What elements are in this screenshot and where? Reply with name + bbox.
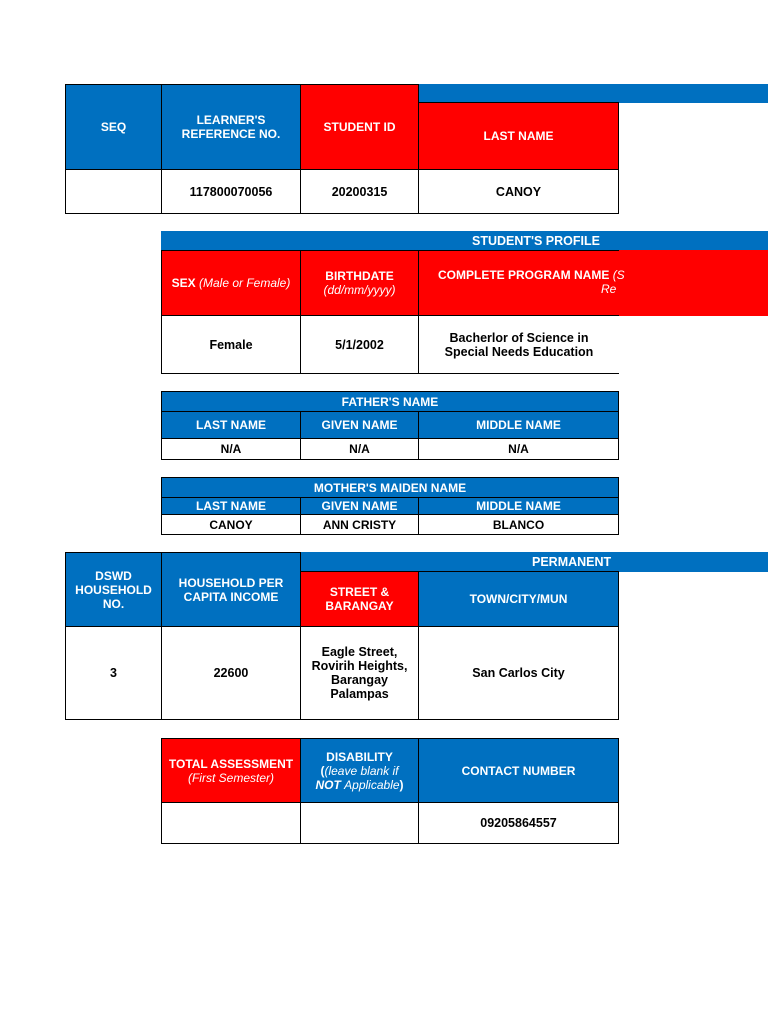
lrn-value[interactable]: 117800070056 <box>161 169 301 214</box>
permanent-address-band <box>300 552 768 572</box>
disability-label: DISABILITY <box>326 749 393 764</box>
sex-hint: (Male or Female) <box>199 276 291 290</box>
total-assessment-value[interactable] <box>161 802 301 844</box>
birthdate-hint: (dd/mm/yyyy) <box>323 283 396 297</box>
student-id-value[interactable]: 20200315 <box>300 169 419 214</box>
father-given-name-value[interactable]: N/A <box>300 438 419 460</box>
seq-header: SEQ <box>65 84 162 170</box>
total-assessment-header <box>161 738 301 803</box>
student-id-header: STUDENT ID <box>300 84 419 170</box>
sex-header <box>161 250 301 316</box>
mother-given-name-value[interactable]: ANN CRISTY <box>300 514 419 535</box>
birthdate-value[interactable]: 5/1/2002 <box>300 315 419 374</box>
identity-header-band <box>418 84 768 103</box>
mother-given-name-header: GIVEN NAME <box>300 497 419 515</box>
program-label: COMPLETE PROGRAM NAME <box>438 268 610 282</box>
program-value[interactable]: Bacherlor of Science in Special Needs Education <box>418 315 619 374</box>
program-hint-1: (S <box>612 268 625 282</box>
sex-value[interactable]: Female <box>161 315 301 374</box>
disability-hint-1: (leave blank if <box>324 763 399 778</box>
mother-middle-name-value[interactable]: BLANCO <box>418 514 619 535</box>
father-last-name-header: LAST NAME <box>161 411 301 439</box>
mother-last-name-value[interactable]: CANOY <box>161 514 301 535</box>
lrn-header: LEARNER'S REFERENCE NO. <box>161 84 301 170</box>
sex-label: SEX <box>171 276 196 290</box>
last-name-header: LAST NAME <box>418 102 619 170</box>
birthdate-header <box>300 250 419 316</box>
household-income-header: HOUSEHOLD PER CAPITA INCOME <box>161 552 301 627</box>
total-assessment-label: TOTAL ASSESSMENT <box>168 756 294 771</box>
permanent-address-title: PERMANENT <box>532 555 612 569</box>
street-barangay-value[interactable]: Eagle Street, Rovirih Heights, Barangay Palampas <box>300 626 419 720</box>
program-header <box>418 250 625 316</box>
father-title: FATHER'S NAME <box>161 391 619 412</box>
disability-header: DISABILITY ((leave blank if NOT Applicable) <box>300 738 419 803</box>
town-city-value[interactable]: San Carlos City <box>418 626 619 720</box>
last-name-value[interactable]: CANOY <box>418 169 619 214</box>
town-city-header: TOWN/CITY/MUN <box>418 571 619 627</box>
household-income-value[interactable]: 22600 <box>161 626 301 720</box>
birthdate-label: BIRTHDATE <box>325 269 394 283</box>
father-middle-name-value[interactable]: N/A <box>418 438 619 460</box>
total-assessment-hint: (First Semester) <box>187 770 274 785</box>
father-last-name-value[interactable]: N/A <box>161 438 301 460</box>
mother-middle-name-header: MIDDLE NAME <box>418 497 619 515</box>
mother-title: MOTHER'S MAIDEN NAME <box>161 477 619 498</box>
contact-number-header: CONTACT NUMBER <box>418 738 619 803</box>
father-given-name-header: GIVEN NAME <box>300 411 419 439</box>
profile-red-band <box>618 250 768 316</box>
dswd-household-value[interactable]: 3 <box>65 626 162 720</box>
mother-last-name-header: LAST NAME <box>161 497 301 515</box>
profile-title-band <box>161 231 768 251</box>
profile-title: STUDENT'S PROFILE <box>472 234 600 248</box>
disability-hint-2: Applicable <box>344 777 400 792</box>
disability-not: NOT <box>315 777 341 792</box>
disability-value[interactable] <box>300 802 419 844</box>
street-barangay-header: STREET & BARANGAY <box>300 571 419 627</box>
seq-value[interactable] <box>65 169 162 214</box>
dswd-household-header: DSWD HOUSEHOLD NO. <box>65 552 162 627</box>
father-middle-name-header: MIDDLE NAME <box>418 411 619 439</box>
contact-number-value[interactable]: 09205864557 <box>418 802 619 844</box>
program-hint-2: Re <box>601 282 617 296</box>
